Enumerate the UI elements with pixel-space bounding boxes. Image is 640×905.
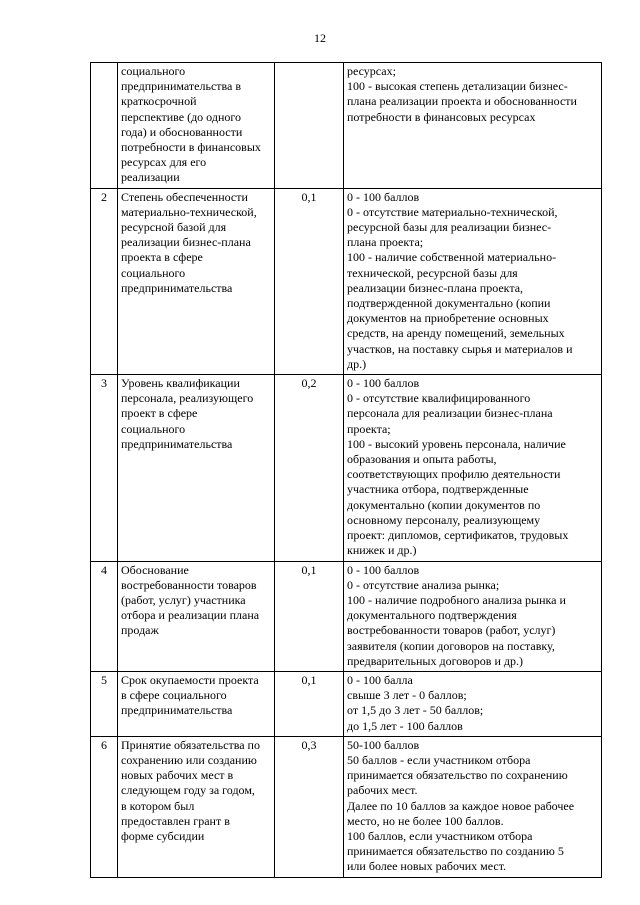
scoring-description-line: основному персоналу, реализующему <box>347 512 541 527</box>
table-row <box>91 736 602 877</box>
criterion-name-line: социального <box>121 421 186 436</box>
row-number-cell <box>91 63 118 189</box>
scoring-description-cell <box>344 671 602 736</box>
weight-value: 0,1 <box>301 189 317 204</box>
scoring-description-line: востребованности товаров (работ, услуг) <box>347 623 556 638</box>
row-number-cell <box>91 188 118 374</box>
scoring-description-line: документального подтверждения <box>347 608 517 623</box>
criterion-name-line: Степень обеспеченности <box>121 189 248 204</box>
scoring-description-line: 0 - 100 балла <box>347 672 413 687</box>
scoring-description-line: участков, на поставку сырья и материалов и <box>347 341 573 356</box>
row-number: 6 <box>101 737 107 752</box>
scoring-description-line: 0 - отсутствие квалифицированного <box>347 391 531 406</box>
scoring-description-line: документально (копии документов по <box>347 497 541 512</box>
criterion-name-line: в сфере социального <box>121 688 227 703</box>
page-number: 12 <box>314 31 326 45</box>
scoring-description-line: 100 - наличие подробного анализа рынка и <box>347 592 566 607</box>
scoring-description-line: 100 - наличие собственной материально- <box>347 250 557 265</box>
scoring-description-cell <box>344 375 602 561</box>
criterion-name-line: (работ, услуг) участника <box>121 592 246 607</box>
scoring-description-line: персонала для реализации бизнес-плана <box>347 406 553 421</box>
criterion-name-cell <box>118 188 275 374</box>
scoring-description-line: 50 баллов - если участником отбора <box>347 752 531 767</box>
row-number-cell <box>91 561 118 671</box>
scoring-description-line: ресурсной базы для реализации бизнес- <box>347 220 552 235</box>
scoring-description-line: 0 - 100 баллов <box>347 562 420 577</box>
table-row <box>91 188 602 374</box>
scoring-description-line: технической, ресурсной базы для <box>347 265 518 280</box>
row-number: 5 <box>101 672 107 687</box>
scoring-description-line: до 1,5 лет - 100 баллов <box>347 718 463 733</box>
scoring-description-line: подтвержденной документально (копии <box>347 296 551 311</box>
scoring-description-line: участника отбора, подтвержденные <box>347 482 529 497</box>
criterion-name-line: проекта в сфере <box>121 250 203 265</box>
row-number: 2 <box>101 189 107 204</box>
weight-cell <box>275 375 344 561</box>
criterion-name-line: персонала, реализующего <box>121 391 254 406</box>
scoring-description-line: 0 - 100 баллов <box>347 376 420 391</box>
scoring-description-line: или более новых рабочих мест. <box>347 859 507 874</box>
weight-cell <box>275 188 344 374</box>
scoring-description-line: 100 - высокая степень детализации бизнес- <box>347 79 568 94</box>
row-number-cell <box>91 375 118 561</box>
criterion-name-line: Срок окупаемости проекта <box>121 672 259 687</box>
criterion-name-line: года) и обоснованности <box>121 124 243 139</box>
table-row <box>91 671 602 736</box>
row-number: 3 <box>101 376 107 391</box>
scoring-description-line: от 1,5 до 3 лет - 50 баллов; <box>347 703 484 718</box>
criterion-name-line: сохранению или созданию <box>121 752 257 767</box>
table-row <box>91 375 602 561</box>
scoring-description-line: документов на приобретение основных <box>347 311 549 326</box>
scoring-description-line: потребности в финансовых ресурсах <box>347 109 536 124</box>
criterion-name-cell <box>118 375 275 561</box>
criterion-name-line: востребованности товаров <box>121 577 257 592</box>
scoring-description-line: средств, на аренду помещений, земельных <box>347 326 565 341</box>
criterion-name-cell <box>118 561 275 671</box>
weight-cell <box>275 63 344 189</box>
scoring-description-line: реализации бизнес-плана проекта, <box>347 280 524 295</box>
criterion-name-line: краткосрочной <box>121 94 197 109</box>
scoring-description-line: книжек и др.) <box>347 543 417 558</box>
weight-value: 0,2 <box>301 376 317 391</box>
criterion-name-line: продаж <box>121 623 159 638</box>
criteria-table <box>90 62 602 878</box>
scoring-description-line: плана реализации проекта и обоснованности <box>347 94 577 109</box>
row-number-cell <box>91 671 118 736</box>
criterion-name-line: ресурсах для его <box>121 155 207 170</box>
scoring-description-line: рабочих мест. <box>347 783 418 798</box>
scoring-description-line: образования и опыта работы, <box>347 452 497 467</box>
criterion-name-line: следующем году за годом, <box>121 783 255 798</box>
criterion-name-line: предпринимательства <box>121 280 233 295</box>
criterion-name-cell <box>118 63 275 189</box>
scoring-description-line: соответствующих профилю деятельности <box>347 467 561 482</box>
weight-cell <box>275 561 344 671</box>
criterion-name-line: социального <box>121 64 186 78</box>
weight-value: 0,1 <box>301 672 317 687</box>
criterion-name-line: Обоснование <box>121 562 189 577</box>
criterion-name-line: отбора и реализации плана <box>121 608 260 623</box>
scoring-description-line: принимается обязательство по созданию 5 <box>347 844 564 859</box>
criterion-name-line: Уровень квалификации <box>121 376 240 391</box>
row-number: 4 <box>101 562 107 577</box>
scoring-description-line: 50-100 баллов <box>347 737 420 752</box>
scoring-description-line: заявителя (копии договоров на поставку, <box>347 638 555 653</box>
criterion-name-line: предпринимательства <box>121 436 233 451</box>
criterion-name-line: новых рабочих мест в <box>121 768 234 783</box>
scoring-description-line: место, но не более 100 баллов. <box>347 813 504 828</box>
criterion-name-line: реализации бизнес-плана <box>121 235 251 250</box>
weight-cell <box>275 736 344 877</box>
scoring-description-line: свыше 3 лет - 0 баллов; <box>347 688 467 703</box>
scoring-description-cell <box>344 63 602 189</box>
scoring-description-line: 0 - 100 баллов <box>347 189 420 204</box>
criterion-name-line: в котором был <box>121 798 195 813</box>
table-row <box>91 561 602 671</box>
criterion-name-line: предпринимательства в <box>121 79 242 94</box>
criterion-name-line: перспективе (до одного <box>121 109 241 124</box>
criterion-name-line: материально-технической, <box>121 204 257 219</box>
criterion-name-line: Принятие обязательства по <box>121 737 260 752</box>
row-number-cell <box>91 736 118 877</box>
weight-value: 0,1 <box>301 562 317 577</box>
table-row <box>91 63 602 189</box>
scoring-description-line: проекта; <box>347 421 391 436</box>
criterion-name-line: предоставлен грант в <box>121 813 230 828</box>
scoring-description-line: плана проекта; <box>347 235 424 250</box>
criterion-name-line: проект в сфере <box>121 406 198 421</box>
scoring-description-line: ресурсах; <box>347 64 396 78</box>
weight-value: 0,3 <box>301 737 317 752</box>
scoring-description-line: предварительных договоров и др.) <box>347 653 523 668</box>
scoring-description-line: 0 - отсутствие материально-технической, <box>347 204 558 219</box>
scoring-description-line: проект: дипломов, сертификатов, трудовых <box>347 528 569 543</box>
criterion-name-line: предпринимательства <box>121 703 233 718</box>
weight-cell <box>275 671 344 736</box>
scoring-description-line: 100 баллов, если участником отбора <box>347 828 533 843</box>
scoring-description-line: 0 - отсутствие анализа рынка; <box>347 577 500 592</box>
scoring-description-cell <box>344 188 602 374</box>
criterion-name-line: ресурсной базой для <box>121 220 227 235</box>
criterion-name-cell <box>118 671 275 736</box>
scoring-description-line: 100 - высокий уровень персонала, наличие <box>347 436 566 451</box>
scoring-description-cell <box>344 736 602 877</box>
scoring-description-line: принимается обязательство по сохранению <box>347 768 568 783</box>
criterion-name-line: форме субсидии <box>121 828 205 843</box>
criterion-name-cell <box>118 736 275 877</box>
criterion-name-line: потребности в финансовых <box>121 140 261 155</box>
criterion-name-line: социального <box>121 265 186 280</box>
criterion-name-line: реализации <box>121 170 180 185</box>
scoring-description-cell <box>344 561 602 671</box>
scoring-description-line: Далее по 10 баллов за каждое новое рабочее <box>347 798 575 813</box>
scoring-description-line: др.) <box>347 356 367 371</box>
